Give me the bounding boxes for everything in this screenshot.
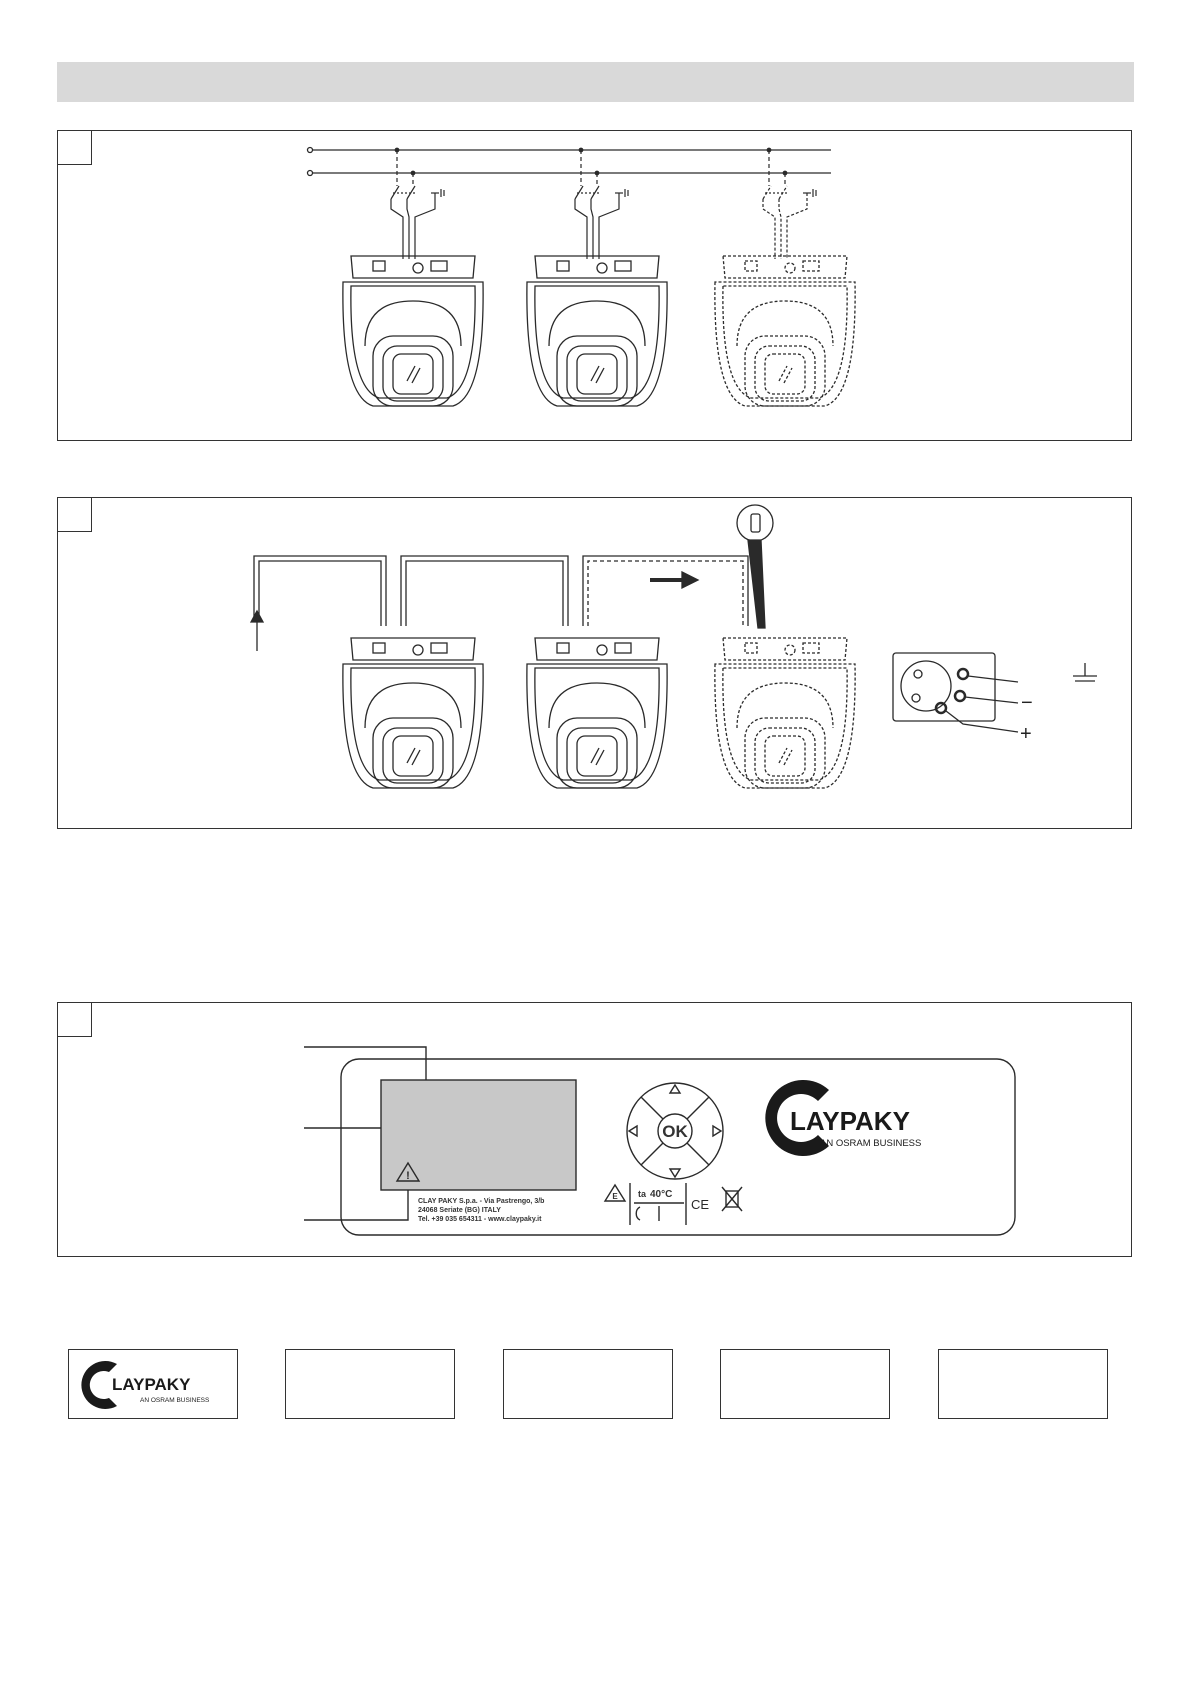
ce-mark: CE [691, 1197, 710, 1212]
pin-plus-label: + [1020, 723, 1032, 745]
dmx-fixture-3 [715, 638, 855, 788]
power-connection-panel [57, 130, 1132, 441]
power-switch-branch-3 [763, 148, 816, 259]
logo-box-5 [938, 1349, 1108, 1419]
dmx-connection-panel [57, 497, 1132, 829]
power-switch-branch-1 [391, 148, 444, 259]
small-logo-tagline: AN OSRAM BUSINESS [140, 1397, 210, 1404]
pin-minus-label: − [1021, 692, 1033, 714]
logo-box-3 [503, 1349, 673, 1419]
address-line-3: Tel. +39 035 654311 - www.claypaky.it [418, 1216, 542, 1223]
display-panel-figure [57, 1002, 1132, 1257]
claypaky-small-logo [81, 1361, 210, 1409]
svg-text:!: ! [406, 1170, 410, 1182]
claypaky-logo [765, 1080, 921, 1156]
logo-box-1 [68, 1349, 238, 1419]
lcd-display [381, 1080, 576, 1190]
down-arrow-icon [670, 1169, 680, 1177]
dmx-wiring-diagram [58, 498, 1133, 830]
class-mark-label: E [612, 1192, 618, 1201]
logo-tagline: AN OSRAM BUSINESS [820, 1138, 922, 1149]
address-line-2: 24068 Seriate (BG) ITALY [418, 1207, 501, 1214]
logo-wordmark: LAYPAKY [790, 1106, 910, 1136]
xlr-pinout-diagram [893, 653, 1097, 732]
address-line-1: CLAY PAKY S.p.a. - Via Pastrengo, 3/b [418, 1198, 545, 1205]
signal-direction-arrow-icon [682, 572, 698, 588]
right-arrow-icon [713, 1126, 721, 1136]
logo-box-4 [720, 1349, 890, 1419]
left-arrow-icon [629, 1126, 637, 1136]
up-arrow-icon [670, 1085, 680, 1093]
power-switch-branch-2 [575, 148, 628, 259]
power-wiring-diagram [58, 131, 1133, 442]
section-header-bar [57, 62, 1134, 102]
indoor-use-icon [636, 1207, 640, 1220]
fixture-3 [715, 256, 855, 406]
fixture-1 [343, 256, 483, 406]
temp-label: ta [638, 1189, 647, 1199]
dmx-fixture-2 [527, 638, 667, 788]
terminator-detail-icon [737, 505, 773, 541]
temp-value: 40°C [650, 1189, 673, 1200]
logo-box-2 [285, 1349, 455, 1419]
input-arrow-icon [251, 611, 263, 622]
small-logo-wordmark: LAYPAKY [112, 1375, 191, 1394]
ok-button-label: OK [662, 1122, 688, 1141]
fixture-2 [527, 256, 667, 406]
dmx-fixture-1 [343, 638, 483, 788]
control-panel-drawing [58, 1003, 1133, 1258]
